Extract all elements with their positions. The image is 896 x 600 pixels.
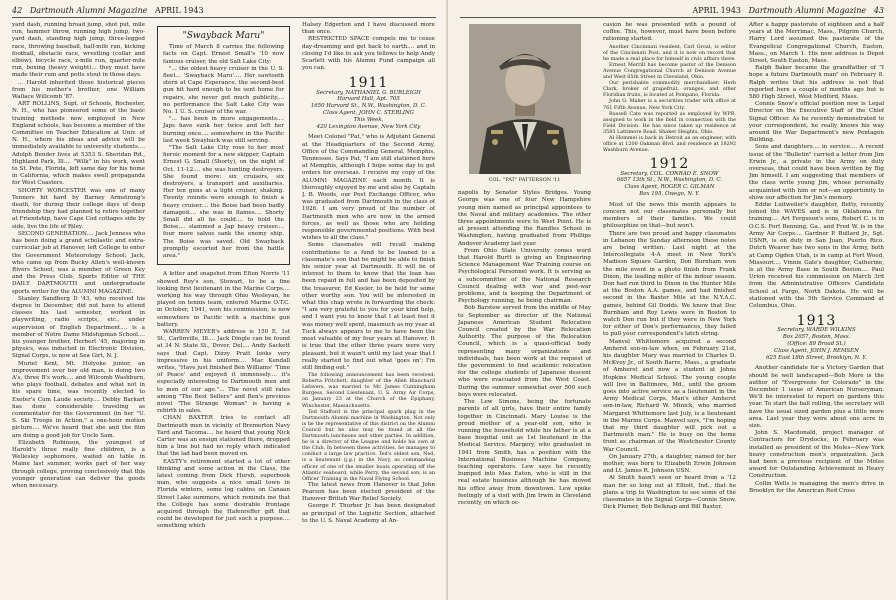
right-column-3 (749, 22, 884, 596)
paragraph: RESTRICTED SPACE compels me to cease day-dreaming and get back to earth.... and in closing I'd like to ask you fellows to help Andy Scarlett with his Alumni Fund campaign all you can. (302, 36, 435, 72)
class-agent: Class Agent, JOHN C. STERLING (323, 110, 414, 117)
paragraph: Ralph Baker became the grandfather of "I hope a future Dartmouth man" on February 8. Ralph writes that his address is not that reported here a couple of months ago but is 580 High Street, West Medford, Mass. (749, 65, 884, 101)
paragraph: Ernest Merrill has become pastor of the Denison Avenue Congregational Church at Denison Avenue and West 65th Street in Cleveland, Ohio. (603, 61, 736, 81)
paragraph: Meet Colonel "Pat," who is Adjutant General at the Headquarters of the Second Army, Office of the Commanding General, Memphis, Tennessee. Says Pat, "I am still stationed here at Memphis, although I hope some day to get orders for overseas. I receive my copy of the ALUMNI MAGAZINE each month. It is thoroughly enjoyed by me and also by Captain J. B. Woods, our Post Exchange Officer, who was graduated from Dartmouth in the class of 1926. I am very proud of the number of Dartmouth men who are now in the armed forces, as well as those who are holding responsible governmental positions. With best wishes to all the class." (302, 134, 435, 242)
class-agent: Class Agent, JOHN J. REMSEN (774, 347, 859, 354)
right-page-header (692, 6, 884, 15)
box-paragraph: "The Salt Lake City rose to her most heroic moment for a new skipper, Captain Ernest G. Small (Shorty), on the night of Oct. 11-12.... she was hunting destroyers. She found more: six cruisers, six destroyers, a transport and auxiliaries. Her ten guns at a light cruiser, shaking. Twenty rounds were enough to finish a heavy cruiser.... the Boise had been badly damaged.... she was in flames.... Shorty Small did all he could.... to hold the Boise.... slammed a Jap heavy cruiser.... four more salvos sank the enemy ship. The Boise was saved. Old Swayback promptly escorted her from the battle area." (163, 145, 284, 260)
paragraph: Russell Cate was reported as employed by WPB, assigned to work in the field in connection with the Field Division. He has since taken up residence at 3585 Lattimore Road, Shaker Heights, Ohio. (603, 110, 736, 135)
paragraph: After a happy pastorate of eighteen and a half years at the Merrimac, Mass., Pilgrim Church, Harry Lord assumed the pastorate of the Evangelical Congregational Church, Easton, Mass., on March 1. His new address is Depot Street, South Easton, Mass. (749, 22, 884, 65)
class-year-heading: 1912 (649, 156, 690, 173)
right-page (448, 0, 896, 600)
paragraph: Connie Snow's official position now is Legal Director on the Executive Staff of the Chief Signal Officer. As he recently demonstrated to your correspondent, he really knows his way around the War Department's new Pentagon Building. (749, 101, 884, 144)
paragraph: Al Hommel is back in Detroit as an engineer, with office at 1200 Oakman Blvd. and residence at 18292 Washburn Avenue. (603, 135, 736, 154)
paragraph: Collin Wells is managing the men's drive in Brooklyn for the American Red Cross (749, 480, 884, 494)
paragraph: John S. Macdonald, project manager of Contractors for Drydocks, in February was installed as president of the Moles—New York heavy construction men's organization. Jack had been a previous recipient of the Moles award for Outstanding Achievement in Heavy Construction. (749, 430, 884, 480)
paragraph: The latest news from Hanover is that John Pearson has been elected president of the Hanover British War Relief Society. (302, 481, 435, 503)
header-rule (460, 17, 884, 18)
paragraph: napolis by Senator Styles Bridges. Young George was one of four New Hampshire young men named as principal appointees to the Naval and military academies. The other three appointments were to West Point. He is at present attending the Randles School in Washington, having graduated from Phillips Andover Academy last year. (458, 190, 591, 247)
class-agent-address: 420 Lexington Avenue, New York City (316, 123, 421, 130)
paragraph: Another candidate for a Victory Garden that should be well landscaped—Bob More is the author of "Evergreens for Colorado" in the December 1 issue of American Nurseryman. We'll be interested to report on gardens this year. To start the ball rolling, the secretary will have the usual sized garden plus a little more area. Last year they were about one acre in size. (749, 365, 884, 429)
paragraph: Some classmates will recall making contributions to a fund to be loaned to a classmate's son that he might be able to finish his senior year at Dartmouth. It will be of interest to them to know that the loan has been repaid in full and has been deposited by the treasurer, Ed Keeler, to be held for some other worthy son. You will be interested in what this chap wrote in forwarding the check: "I am very grateful to you for your kind help, and I want you to know that I at least feel it was money well spent, inasmuch as my year at Tuck always appears to me to have been the most valuable of my four years at Hanover. It is true that the other three years were very pleasant, but it wasn't until my last year that I really started to find out what 'goes on'; I'm still finding out." (302, 242, 435, 371)
paragraph: Most of the news this month appears to concern not our classmates personally but members of their families. We could philosophize on that—but won't. (603, 201, 736, 230)
secretary-address: 1650 Harvard St., N.W., Washington, D. C. (310, 103, 427, 110)
paragraph: Manvel Whittemore acquired a second Amherst son-in-law when, on February 21st, his daughter Mary was married to Charles D. McKvoy Jr., of South Barre, Mass., a graduate of Amherst and now a student at Johns Hopkins Medical School. The young couple will live in Baltimore, Md., until the groom goes into active service as a lieutenant in the Army Medical Corps. Man's other Amherst son-in-law, Richard W. Minick, who married Margaret Whittemore last July, is a lieutenant in the Marine Corps. Manvel says, "I'm hoping that my third daughter will pick out a Dartmouth man." He is busy on the home front as chairman of the Westchester County War Council. (603, 338, 736, 453)
page-number: 42 (12, 6, 23, 15)
paragraph: There are two proud and happy classmates in Lebanon the Sunday afternoon these notes are being written. Last night at the Intercollegiate 4-A meet in New York's Madison Square Garden, Don Burnham won the mile event in a photo finish from Frank Dixon, the leading miler of the indoor season. Don had run third to Dixon in the Hunter Mile at the Boston A.A. games, and had finished second in the Baxter Mile at the N.Y.A.C. games, behind Gil Dodds. We know that Doc Burnham and Roy Lewis were in Boston to watch Don run but if they were in New York for either of Don's performances, they failed to pull your correspondent's latch string. (603, 230, 736, 338)
paragraph: Eddie Luitweiler's daughter, Betty, recently joined the WAVES and is in Oklahoma for training.... Art Ferguson's sons, Robert C. is in O.C.S. Fort Benning, Ga., and Fred W. is in the Army Air Corps.... Gardner P. Bullard Jr., Sgt. USNR, is on duty in San Juan, Puerto Rico. Dutch Weaver has two sons in the Army, both at Camp Ogden Utah, is in camp at Fort Wood, Missouri.... Vinnie Gale's daughter, Catherine, is at the Army Base in South Boston.... Paul Urion received his commission on March 3rd from the Administrative Officers Candidate School at Fargo, North Dakota. He will be stationed with the 5th Service Command at Columbus, Ohio. (749, 202, 884, 309)
secretary-office: (Office: 89 Broad St.) (787, 340, 846, 347)
paragraph: CHAN BAXTER tries to contact all Dartmouth men in vicinity of Bremerton Navy Yard and Tacoma.... he heard that young Nick Carter was an ensign stationed there, dropped him a line but had no reply which indicated that the lad had been moved on. (157, 415, 290, 458)
secretary-address: Harvard Hall, Apt. 705 (337, 96, 400, 103)
class-agent-address: 625 East 18th Street, Brooklyn, N. Y. (766, 354, 867, 361)
right-column-1 (458, 22, 591, 596)
paragraph: Bob Barstow served from the middle of May to September as director of the National Japanese American Student Relocation Council created by the War Relocation Authority. The purpose of the Relocation Council, which is a quasi-official body representing many organizations and individuals, has been work at the request of the government to find academic relocation for the college students of Japanese descent who were evacuated from the West Coast. During the summer somewhat over 500 such boys were relocated. (458, 305, 591, 398)
box-paragraph: "... the oldest heavy cruiser in the U. S. fleet... 'Swayback Maru'.... Her sawtooth stern at Cape Esperance, the second-best gun hit hard enough to be sent home for repairs, she never got much publicity.... no performance the Salt Lake City was No. 1 U. S. cruiser of the war. (163, 65, 284, 116)
issue-date: APRIL 1943 (692, 6, 741, 15)
box-paragraph: "... has been in more engagements.... Japs have sunk her twice and left her burning once.... somewhere in the Pacific last week Swayback was still serving. (163, 116, 284, 144)
secretary-address: Box 2057, Boston, Mass. (782, 334, 851, 341)
box-paragraph: Time of March 8 carries the following facts on Capt. Ernest Small's '10 now famous cruiser, the old Salt Lake City: (163, 44, 284, 65)
paragraph: WARREN MEYER's address is 150 E. 1st St., Carlinville, Ill.... Jack Dingle can be found at 34 N. State St., Dover, Del.... Andy Sackett says that Capt. Dizzy Pratt looks very impressive in his uniform.... Mac Kendall writes, "Have just finished Ben Williams' 'Time of Peace' and enjoyed it immensely.... it's especially interesting to Dartmouth men and to men of our age."... The novel still rates among "The Best Sellers" and Ben's previous novel "The Strange Woman" is having a rebirth in sales. (157, 328, 290, 415)
paragraph: From Ohio State University comes word that Harold Burtt is giving an Engineering Science Management War Training course on Psychological Personnel work. It is serving as a subcommittee of the National Research Council dealing with war and post-war problems, and is keeping the Department of Psychology running, he being chairman. (458, 247, 591, 305)
paragraph: Muriel Kent, Mt. Holyoke junior, an improvement over her old man, is doing two A's, three B's work.... and Wilcomb Washburn, who plays football, debates and what not in his spare time, was recently elected to Exeter's Cum Laude society.... Debby Barkart has done considerable traveling as commentator for the Government (in her "U. S. Ski Troops in Action," a one-hour motion picture.... We've heard that she and the film are doing a good job for Uncle Sam. (12, 360, 145, 439)
paragraph: On January 27th, a daughter, named for her mother, was born to Elizabeth Erwin Johnson and Lt. James R. Johnson USN. (603, 453, 736, 475)
photo-caption: COL. "PAT" PATTERSON '11 (488, 177, 561, 183)
paragraph: ... Harold inherited those historical pieces from his mother's brother, one William Wallace Willcomb '87. (12, 79, 145, 101)
header-rule (12, 17, 436, 18)
running-head: Dartmouth Alumni Magazine (748, 6, 867, 15)
paragraph: SECOND GENERATION.... Jack Jenness who has been doing a grand scholastic and extra-curricular job at Hanover, left College to enter the Government Meteorology School; Jack, who came up from Bucky Allen's well-known Rivers School, was a member of Green Key and the Press Club, Sports Editor of THE DAILY DARTMOUTH and undergraduate sports writer for the ALUMNI MAGAZINE. (12, 230, 145, 295)
box-title: "Swayback Maru" (182, 31, 265, 41)
paragraph: A letter and snapshot from Elton Norris '11 showed Roy's son, Stewart, to be a fine looking first lieutenant in the Marine Corps.... working his way through Ohio Wesleyan, he played on tennis team, entered Marine O.T.C. in October, 1941, won his commission, is now somewhere in Pacific with a machine gun battery. (157, 271, 290, 328)
paragraph: casion he was presented with a pound of coffee. This, however, must have been before rationing started. (603, 22, 736, 43)
paragraph: Our perishable commodity merchandiser, Herb Clark, broker of grapefruit, oranges, and other Floridian fruits, is located at Pompano, Florida. (603, 80, 736, 99)
class-year-heading: 1913 (796, 313, 837, 330)
paragraph: ART ROLLINS, Supt. of Schools, Rochester, N. H., who has pioneered some of the basic training methods now employed in New England schools, has become a member of the Committee on Teacher Education at Univ. of N. H., where his ideas and advice will be immediately available to university students.... Adolph Bender lives at 5353 S. Sheridan Rd., Highland Park, Ill.... "Wilk" in his work, went to St. Pete, Florida, left same day for his home in California, which makes swell propaganda for West Coasters. (12, 101, 145, 187)
class-secretary: Secretary, WARDE WILKINS (777, 327, 856, 334)
page-number: 43 (873, 6, 884, 15)
swayback-maru-box (157, 26, 290, 265)
paragraph: George F. Thurber Jr. has been designated as principal of the Logistic Section, attached to the U. S. Naval Academy at An- (302, 503, 435, 524)
paragraph: Another Cincinnati resident, Carl Groat, is editor of the Cincinnati Post, and it is now on record that he made a real place for himself in civic affairs there. (603, 43, 736, 62)
paragraph: John G. Maher is a securities trader with office at 761 Fifth Avenue, New York City. (603, 98, 736, 111)
announcement: The following announcement has been received: Roberta Pritchett, daughter of the Allen Blanchard Lefavers, was married to Mr. James Cunningham Burgess, Second Lieutenant, U. S. Army Air Corps, on January 23 at the Church of the Epiphany, Winchester, Massachusetts. (302, 372, 435, 409)
secretary-address: 6657 13th St., N.W., Washington, D. C. (616, 177, 723, 184)
paragraph: Stanley Sandberg D '43, who received his degree in December, did not have to attend classes his last semester, worked in playwriting, radio scripts, etc., under supervision of English Department.... is a member of Notre Dame Midshipman School.... his younger brother, Herbert '45, majoring in physics, was inducted in Electronic Division, Signal Corps, is now at Sea Girt, N. J. (12, 295, 145, 360)
paragraph: yard dash, running broad jump, shot put, mile run, hammer throw, running high jump, two-yard dash, standing high jump, three-legged race, throwing baseball, half-mile run, kicking football, obstacle race, wrestling (collar and elbow), bicycle race, z-mile run, quarter-mile run, boxing (heavy weight)... they must have made their rum and potts stout in those days. (12, 22, 145, 79)
left-column-1 (12, 22, 145, 596)
running-head: Dartmouth Alumni Magazine (29, 6, 148, 15)
paragraph: Al Smith hasn't seen or heard from a '12 man for so long out at Elliott, Ind., that he plans a trip to Washington to see some of the classmates in the Signal Corps—Connie Snow, Dick Plumer, Bob Belknap and Bill Baxter. (603, 475, 736, 511)
class-agent-address: Box 195, Owego, N. Y. (639, 190, 700, 197)
issue-date: APRIL 1943 (155, 6, 204, 15)
class-year-heading: 1911 (348, 75, 389, 92)
right-column-2 (603, 22, 736, 596)
paragraph: SHORTY WORCESTER was one of many Tenners hit hard by Barney Armstrong's death, for during their college days of deep friendship they had planned to retire together at Friendship, have Cape Cod cottages side by side, live the life of Riley. (12, 187, 145, 230)
left-column-3 (302, 22, 435, 596)
paragraph: The Lew Simons, being the fortunate parents of all girls, have their entire family together in Cincinnati. Mary Louise is the proud mother of a year-old son, who is running the household while his father is at a base hospital unit as 1st lieutenant in the Medical Service. Margery, who graduated in 1941 from Smith, has a position with the International Business Machine Company, teaching operators. Lew says he recently bumped into Max Eaton, who is still in the real estate business although he has moved his office away from downtown. Lew spoke feelingly of a visit with Jim Irwin in Cleveland recently, on which oc- (458, 399, 591, 506)
portrait-illustration (469, 24, 581, 174)
class-secretary: Secretary, NATHANIEL G. BURLEIGH (316, 89, 421, 96)
paragraph: Sons and daughters.... in service.... A recent issue of the "Bulletin" carried a letter from Jim Erwin Jr., a private in the Army on duty overseas, that could have been written by Big Jim himself. I am suggesting that members of the class write young Jim, whose personally acquainted with him or not—an opportunity to show our affection for Jim's memory. (749, 144, 884, 201)
left-column-2 (157, 22, 290, 596)
class-agent-note: This Week, (353, 116, 384, 123)
paragraph: EASTY's retirement started a lot of other thinking and some action in the Class, the latest coming from Dick Hursh, superbook man, who suggests a nice small town in Florida winters, some log cabins on Canaan Street Lake summers, which reminds me that the College has some desirable frontage acquired through the Hafenreffer gift that could be developed for just such a purpose.... something which (157, 458, 290, 530)
left-page-header (12, 6, 204, 15)
paragraph: Ted Stafford is the principal spark plug in the Dartmouth Alumni machine in Washington. Not only is he the representative of this district on the Alumni Council but he also may be found at all the Dartmouth luncheons and other parties. In addition, he is a director of the League and holds his own at the Club. In between these activities, he manages to conduct a large law practice. Ted's oldest son, Ned, is a lieutenant (j.g.) in the Navy, as commanding officer of one of the smaller boats operating off the Atlantic seaboard, while Perry, the second son, is an Officer Training in the Naval Flying School. (302, 408, 435, 482)
class-agent: Class Agent, ROGER C. GILMAN (624, 184, 715, 191)
paragraph: Halsey Edgerton and I have discussed more than once. (302, 22, 435, 36)
portrait-photo (469, 24, 581, 174)
class-secretary: Secretary, COL. CONRAD E. SNOW (620, 170, 719, 177)
paragraph: Elizabeth Robinson, the youngest of Harold's three really fine children, is a Wellesley sophomore, waited on table in Maine last summer, works part of her way through college, proving conclusively that this younger generation can deliver the goods when necessary. (12, 439, 145, 489)
